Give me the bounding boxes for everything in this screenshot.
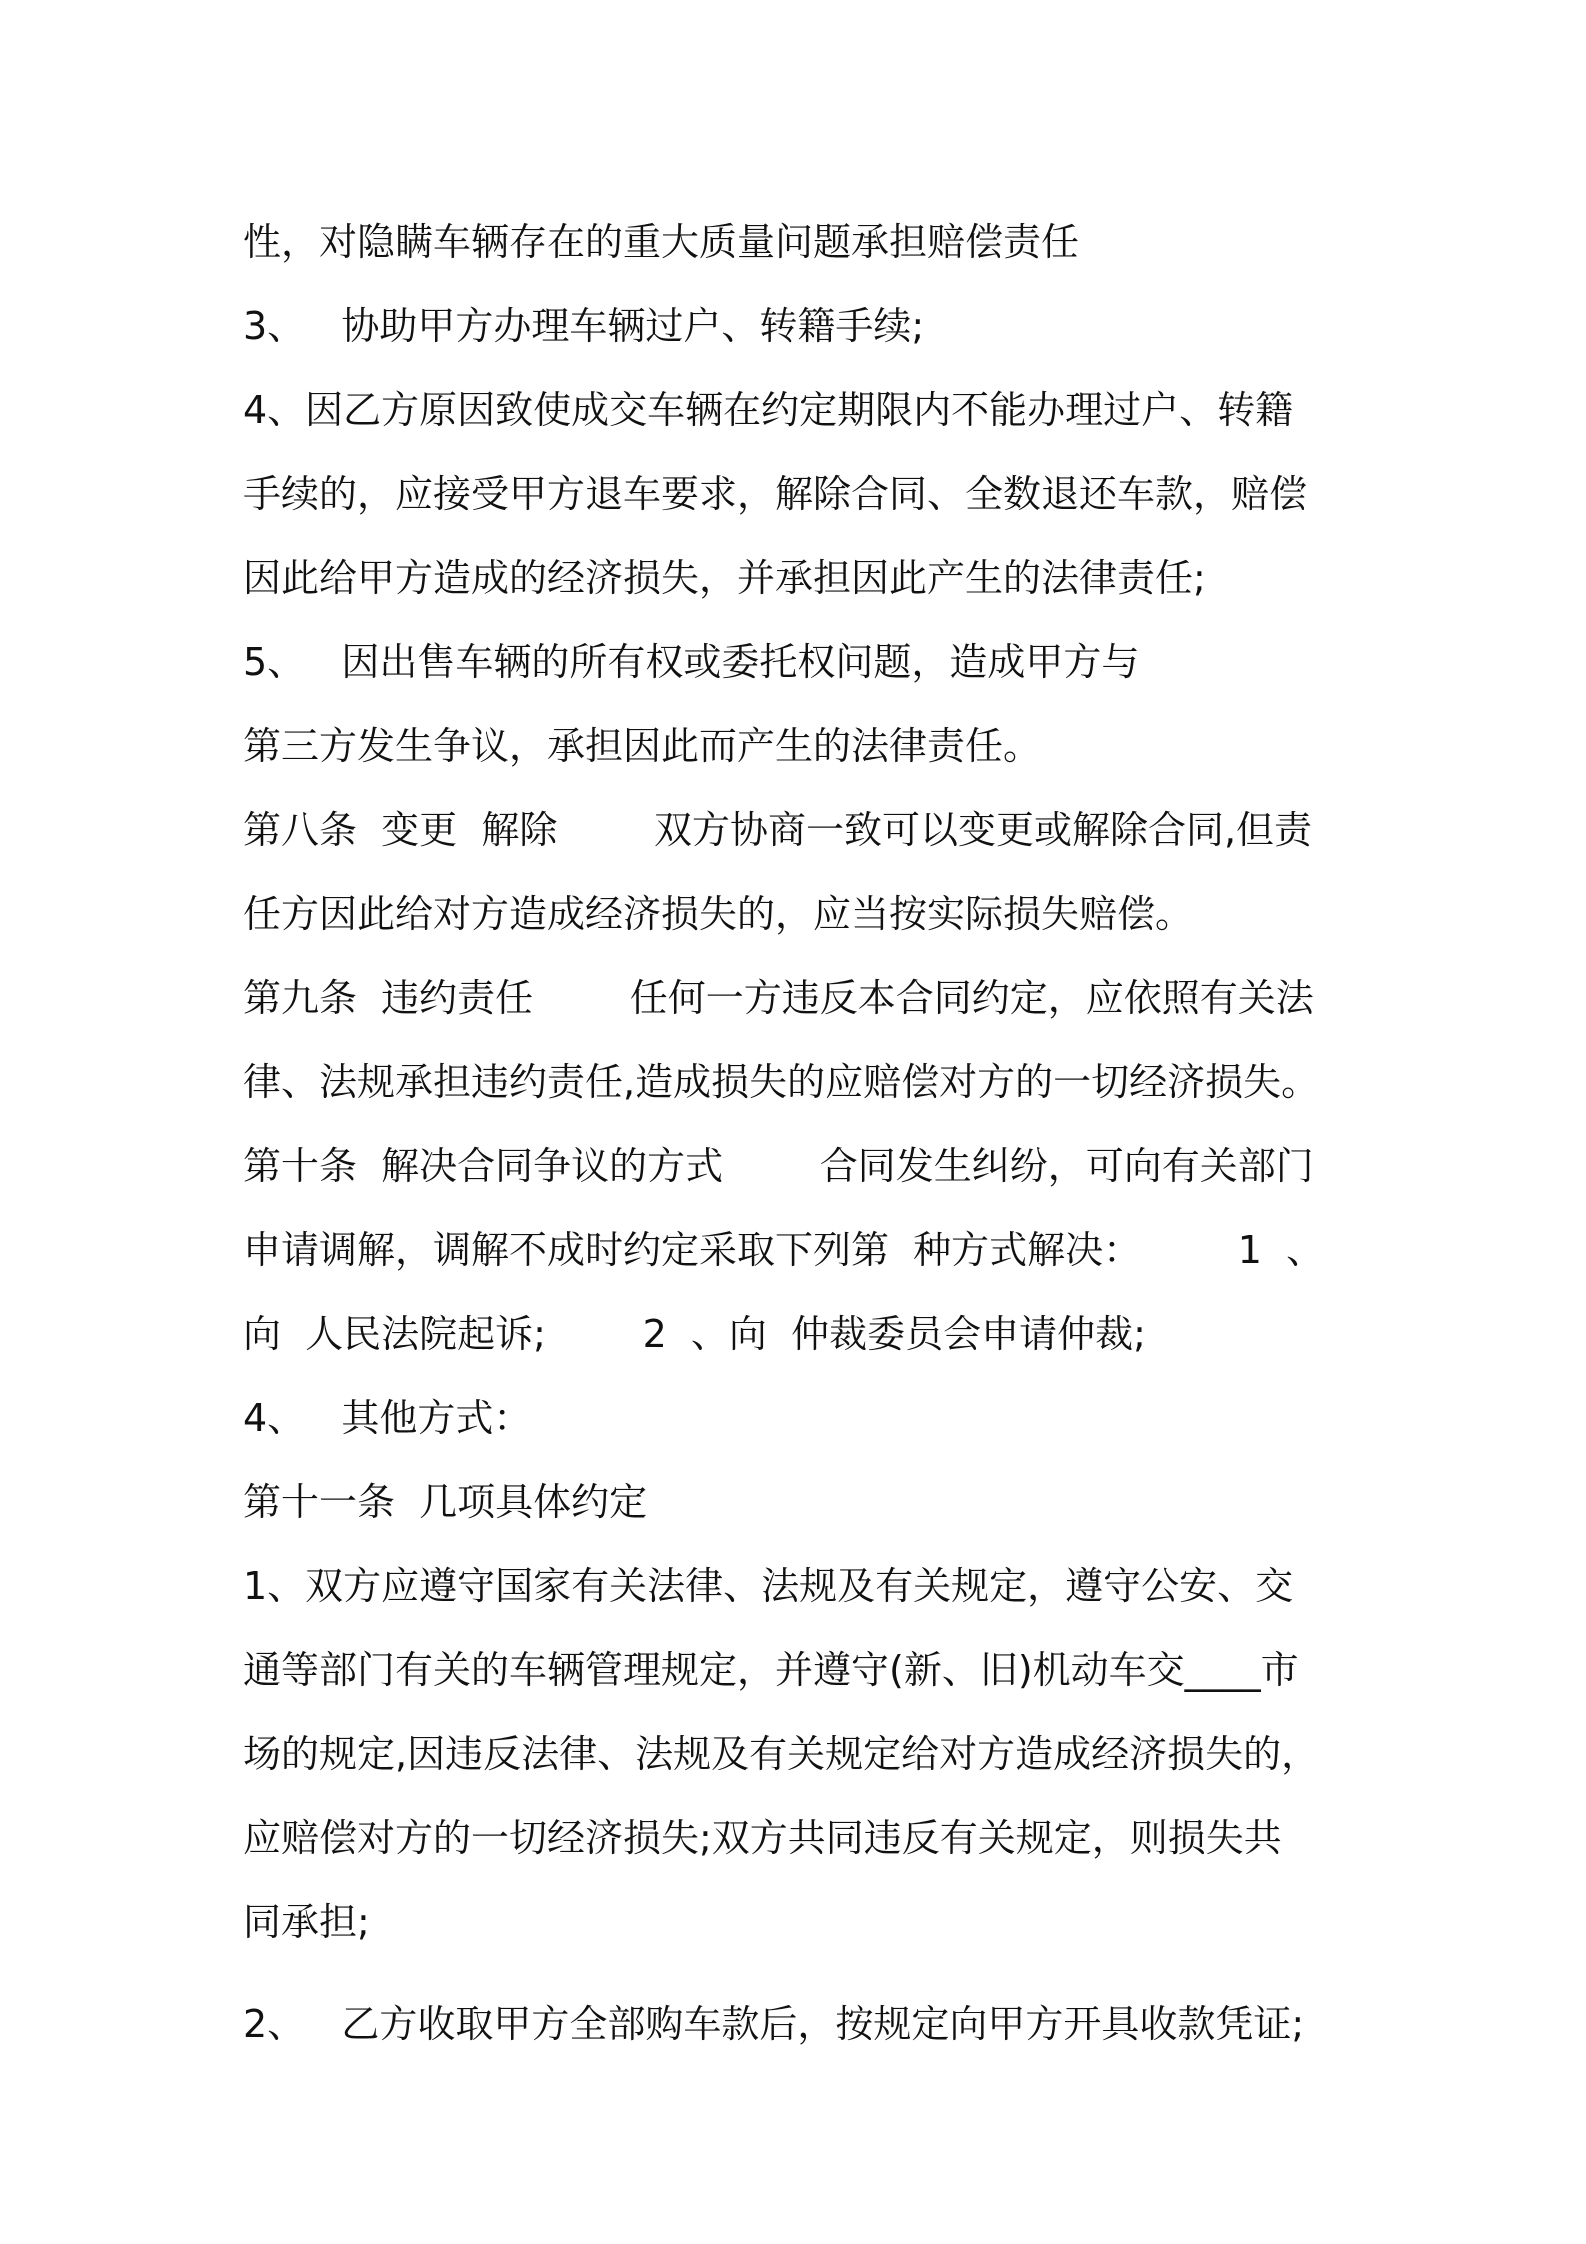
text-line: 5、 因出售车辆的所有权或委托权问题，造成甲方与 (243, 640, 1140, 684)
text-line: 律、法规承担违约责任,造成损失的应赔偿对方的一切经济损失。 (243, 1060, 1320, 1104)
text-line: 性，对隐瞒车辆存在的重大质量问题承担赔偿责任 (243, 220, 1080, 264)
text-line: 3、 协助甲方办理车辆过户、转籍手续; (243, 304, 925, 348)
text-line: 第十一条 几项具体约定 (243, 1480, 648, 1524)
text-line: 4、 其他方式： (243, 1396, 532, 1440)
text-line: 应赔偿对方的一切经济损失;双方共同违反有关规定，则损失共 (243, 1816, 1282, 1860)
text-line: 同承担; (243, 1900, 370, 1944)
text-line: 第十条 解决合同争议的方式 合同发生纠纷，可向有关部门 (243, 1144, 1314, 1188)
document-body (243, 200, 1363, 2066)
text-line: 2、 乙方收取甲方全部购车款后，按规定向甲方开具收款凭证; (243, 2002, 1305, 2046)
text-line: 场的规定,因违反法律、法规及有关规定给对方造成经济损失的， (243, 1732, 1320, 1776)
text-line: 通等部门有关的车辆管理规定，并遵守(新、旧)机动车交____市 (243, 1648, 1299, 1692)
text-line: 4、因乙方原因致使成交车辆在约定期限内不能办理过户、转籍 (243, 388, 1294, 432)
text-line: 1、双方应遵守国家有关法律、法规及有关规定，遵守公安、交 (243, 1564, 1294, 1608)
text-line: 因此给甲方造成的经济损失，并承担因此产生的法律责任; (243, 556, 1206, 600)
text-line: 手续的，应接受甲方退车要求，解除合同、全数退还车款，赔偿 (243, 472, 1308, 516)
text-line: 向 人民法院起诉; 2 、向 仲裁委员会申请仲裁; (243, 1312, 1146, 1356)
text-line: 申请调解，调解不成时约定采取下列第 种方式解决： 1 、 (243, 1228, 1325, 1272)
text-line: 第三方发生争议，承担因此而产生的法律责任。 (243, 724, 1042, 768)
text-line: 第八条 变更 解除 双方协商一致可以变更或解除合同,但责 (243, 808, 1313, 852)
text-line: 第九条 违约责任 任何一方违反本合同约定，应依照有关法 (243, 976, 1314, 1020)
text-line: 任方因此给对方造成经济损失的，应当按实际损失赔偿。 (243, 892, 1194, 936)
